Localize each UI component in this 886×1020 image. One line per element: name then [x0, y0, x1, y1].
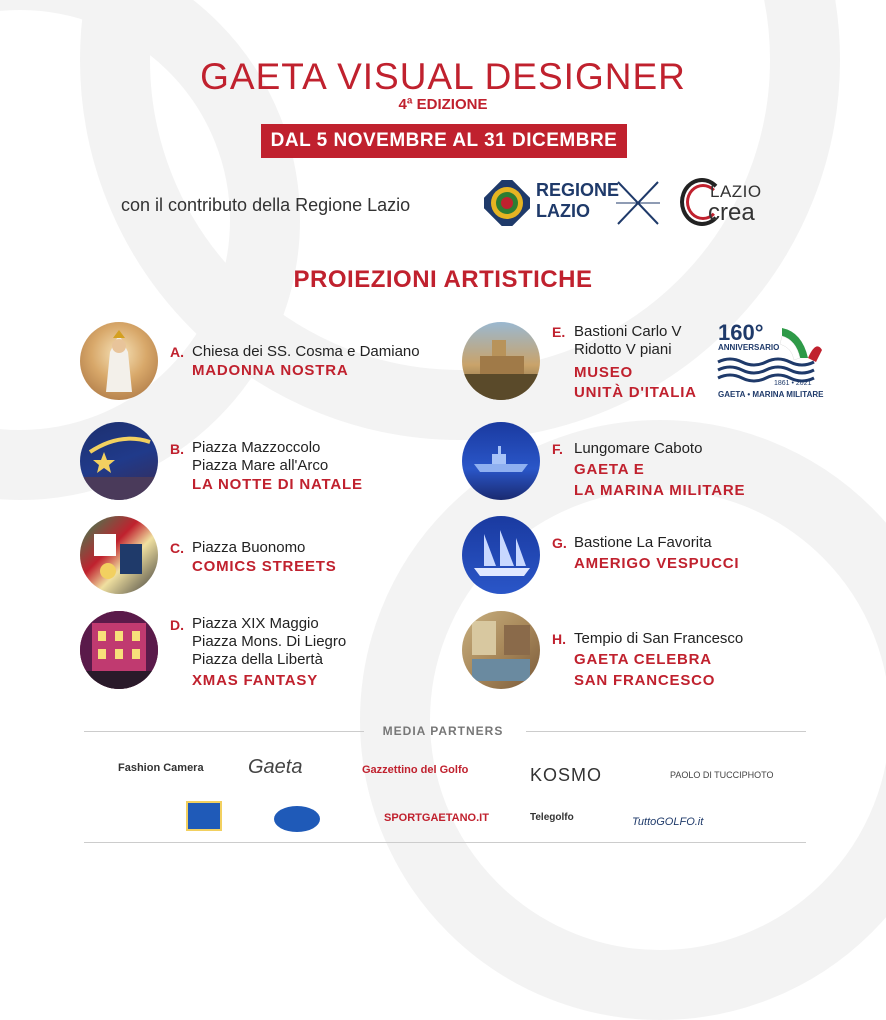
partner-paolo: PAOLO DI TUCCIPHOTO	[670, 770, 774, 780]
item-b-title: LA NOTTE DI NATALE	[192, 476, 363, 493]
item-d-location-1: Piazza XIX Maggio	[192, 615, 319, 632]
item-h-location: Tempio di San Francesco	[574, 630, 744, 647]
thumb-bastioni	[462, 322, 540, 400]
lazio-crea-line2: crea	[708, 199, 755, 226]
anniversary-years: 1861 • 2021	[774, 380, 812, 387]
lazio-crea-line1: LAZIO	[710, 182, 762, 201]
item-h-letter: H.	[552, 631, 566, 647]
partner-kosmo: KOSMO	[530, 765, 603, 785]
contribution-text: con il contributo della Regione Lazio	[121, 195, 411, 215]
item-f-title-2: LA MARINA MILITARE	[574, 482, 746, 499]
item-e-title-2: UNITÀ D'ITALIA	[574, 384, 697, 401]
thumb-marina	[462, 422, 540, 500]
regione-line1: REGIONE	[536, 180, 620, 200]
divider-bottom	[84, 842, 806, 843]
item-d-letter: D.	[170, 617, 184, 633]
item-a-letter: A.	[170, 344, 184, 360]
item-a-title: MADONNA NOSTRA	[192, 362, 349, 379]
item-g-letter: G.	[552, 535, 567, 551]
partner-fashion-camera: Fashion Camera	[118, 762, 204, 774]
item-d-location-2: Piazza Mons. Di Liegro	[192, 633, 347, 650]
section-title: PROIEZIONI ARTISTICHE	[293, 266, 593, 293]
thumb-vespucci	[462, 516, 540, 594]
thumb-san-francesco	[462, 611, 540, 689]
item-e-location-2: Ridotto V piani	[574, 341, 672, 358]
item-e-letter: E.	[552, 324, 566, 340]
partner-radio-icon	[186, 801, 222, 831]
partner-gaeta: Gaeta	[248, 756, 303, 778]
item-e-location-1: Bastioni Carlo V	[574, 323, 682, 340]
item-c-letter: C.	[170, 540, 184, 556]
item-c-title: COMICS STREETS	[192, 558, 337, 575]
page-title: GAETA VISUAL DESIGNER	[200, 56, 686, 97]
item-d-location-3: Piazza della Libertà	[192, 651, 323, 668]
anniversary-logo	[716, 322, 826, 402]
edition-label: 4ª EDIZIONE	[398, 96, 488, 113]
anniversary-footer: GAETA • MARINA MILITARE	[718, 390, 824, 399]
thumb-notte-natale	[80, 422, 158, 500]
partner-tuttogolfo: TuttoGOLFO.it	[632, 816, 704, 828]
regione-line2: LAZIO	[536, 201, 590, 221]
item-d-title: XMAS FANTASY	[192, 672, 318, 689]
regione-lazio-logo	[484, 180, 659, 226]
item-b-letter: B.	[170, 441, 184, 457]
item-b-location-2: Piazza Mare all'Arco	[192, 457, 329, 474]
thumb-madonna	[80, 322, 158, 400]
item-h-title-2: SAN FRANCESCO	[574, 672, 716, 689]
item-f-title-1: GAETA E	[574, 461, 645, 478]
item-g-title: AMERIGO VESPUCCI	[574, 555, 740, 572]
item-h-title-1: GAETA CELEBRA	[574, 651, 712, 668]
item-g-location: Bastione La Favorita	[574, 534, 712, 551]
anniversary-number: 160°	[718, 320, 764, 345]
item-c-location: Piazza Buonomo	[192, 539, 306, 556]
lazio-crea-logo	[680, 178, 775, 226]
item-f-location: Lungomare Caboto	[574, 440, 703, 457]
partner-oval-icon	[274, 806, 320, 832]
anniversary-label: ANNIVERSARIO	[718, 343, 780, 352]
partner-sportgaetano: SPORTGAETANO.IT	[384, 812, 489, 824]
date-banner: DAL 5 NOVEMBRE AL 31 DICEMBRE	[261, 124, 627, 158]
item-e-title-1: MUSEO	[574, 364, 634, 381]
thumb-xmas-fantasy	[80, 611, 158, 689]
thumb-comics	[80, 516, 158, 594]
item-a-location: Chiesa dei SS. Cosma e Damiano	[192, 343, 420, 360]
media-partners-title: MEDIA PARTNERS	[382, 724, 504, 738]
partner-telegolfo: Telegolfo	[530, 812, 574, 823]
regione-emblem-icon	[484, 180, 530, 226]
background-ring-bottom	[360, 420, 886, 1020]
item-f-letter: F.	[552, 441, 563, 457]
regione-chevron-icon	[616, 180, 660, 226]
item-b-location-1: Piazza Mazzoccolo	[192, 439, 321, 456]
partner-gazzettino: Gazzettino del Golfo	[362, 764, 469, 776]
